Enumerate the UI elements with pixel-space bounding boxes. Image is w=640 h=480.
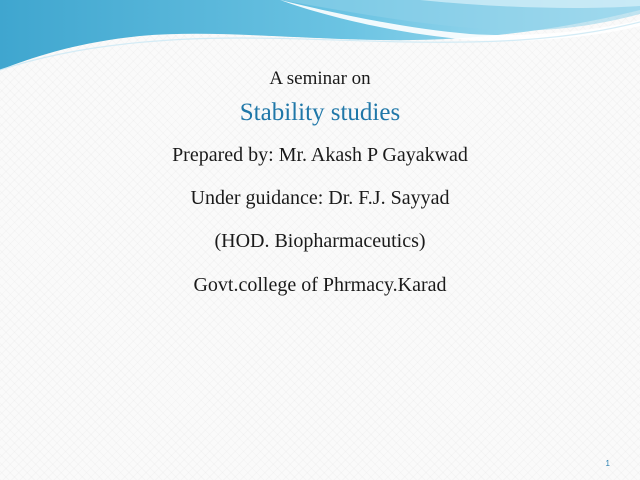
prepared-by-text: Prepared by: Mr. Akash P Gayakwad (172, 144, 468, 166)
guidance-text: Under guidance: Dr. F.J. Sayyad (190, 187, 450, 209)
page-number: 1 (605, 459, 610, 468)
slide-title: Stability studies (239, 99, 401, 126)
department-text: (HOD. Biopharmaceutics) (214, 230, 426, 252)
college-text: Govt.college of Phrmacy.Karad (193, 274, 447, 296)
intro-text: A seminar on (269, 68, 371, 89)
